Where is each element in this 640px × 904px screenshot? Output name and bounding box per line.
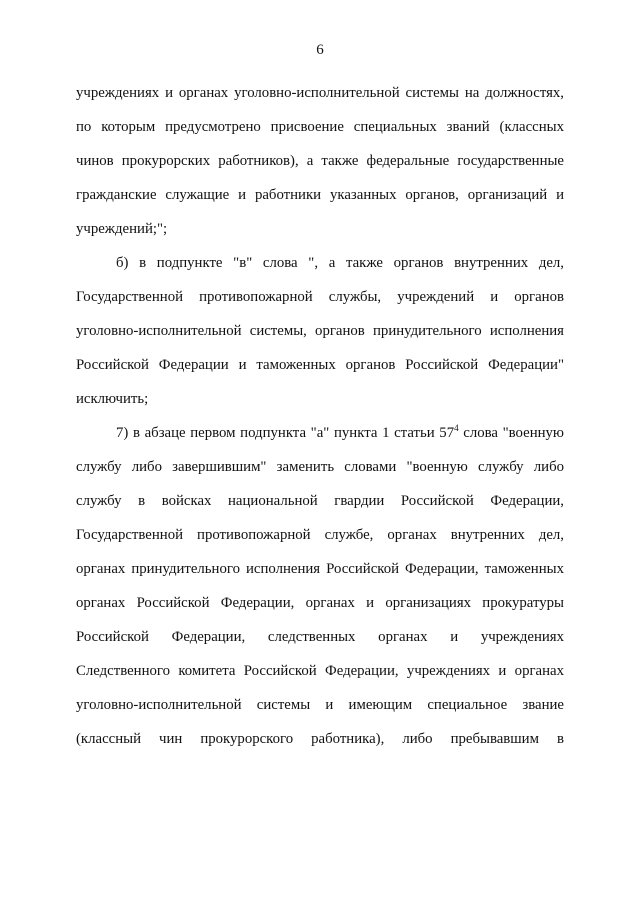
page-number: 6	[316, 42, 324, 58]
text-line: б) в подпункте "в" слова ", а также органов внутренних дел,	[116, 255, 564, 271]
text-line: службу либо завершившим" заменить словами "военную службу либо	[76, 459, 564, 475]
text-line: органах Российской Федерации, органах и организациях прокуратуры	[76, 595, 564, 611]
text-line-with-superscript	[76, 422, 564, 456]
text-line: Государственной противопожарной службе, органах внутренних дел,	[76, 527, 564, 543]
text-line: Российской Федерации, следственных органах и учреждениях	[76, 629, 564, 645]
text-line: гражданские служащие и работники указанных органов, организаций и	[76, 187, 564, 203]
text-line: по которым предусмотрено присвоение специальных званий (классных	[76, 119, 564, 135]
document-body	[76, 82, 564, 762]
text-line: Российской Федерации и таможенных органов Российской Федерации"	[76, 357, 564, 373]
text-line: учреждений;";	[76, 221, 168, 237]
text-segment: 7) в абзаце первом подпункта "а" пункта 1 статьи 57	[116, 425, 455, 441]
text-line: уголовно-исполнительной системы и имеющим специальное звание	[76, 697, 564, 713]
text-line: Следственного комитета Российской Федерации, учреждениях и органах	[76, 663, 564, 679]
text-line: исключить;	[76, 391, 149, 407]
text-line: чинов прокурорских работников), а также федеральные государственные	[76, 153, 564, 169]
article-superscript: 4	[454, 423, 459, 433]
text-line: уголовно-исполнительной системы, органов принудительного исполнения	[76, 323, 564, 339]
text-line: Государственной противопожарной службы, учреждений и органов	[76, 289, 564, 305]
text-segment: слова "военную	[458, 425, 564, 441]
text-line: (классный чин прокурорского работника), либо пребывавшим в	[76, 731, 564, 747]
text-line: учреждениях и органах уголовно-исполнительной системы на должностях,	[76, 85, 564, 101]
text-line: органах принудительного исполнения Российской Федерации, таможенных	[76, 561, 564, 577]
text-line: службу в войсках национальной гвардии Российской Федерации,	[76, 493, 564, 509]
